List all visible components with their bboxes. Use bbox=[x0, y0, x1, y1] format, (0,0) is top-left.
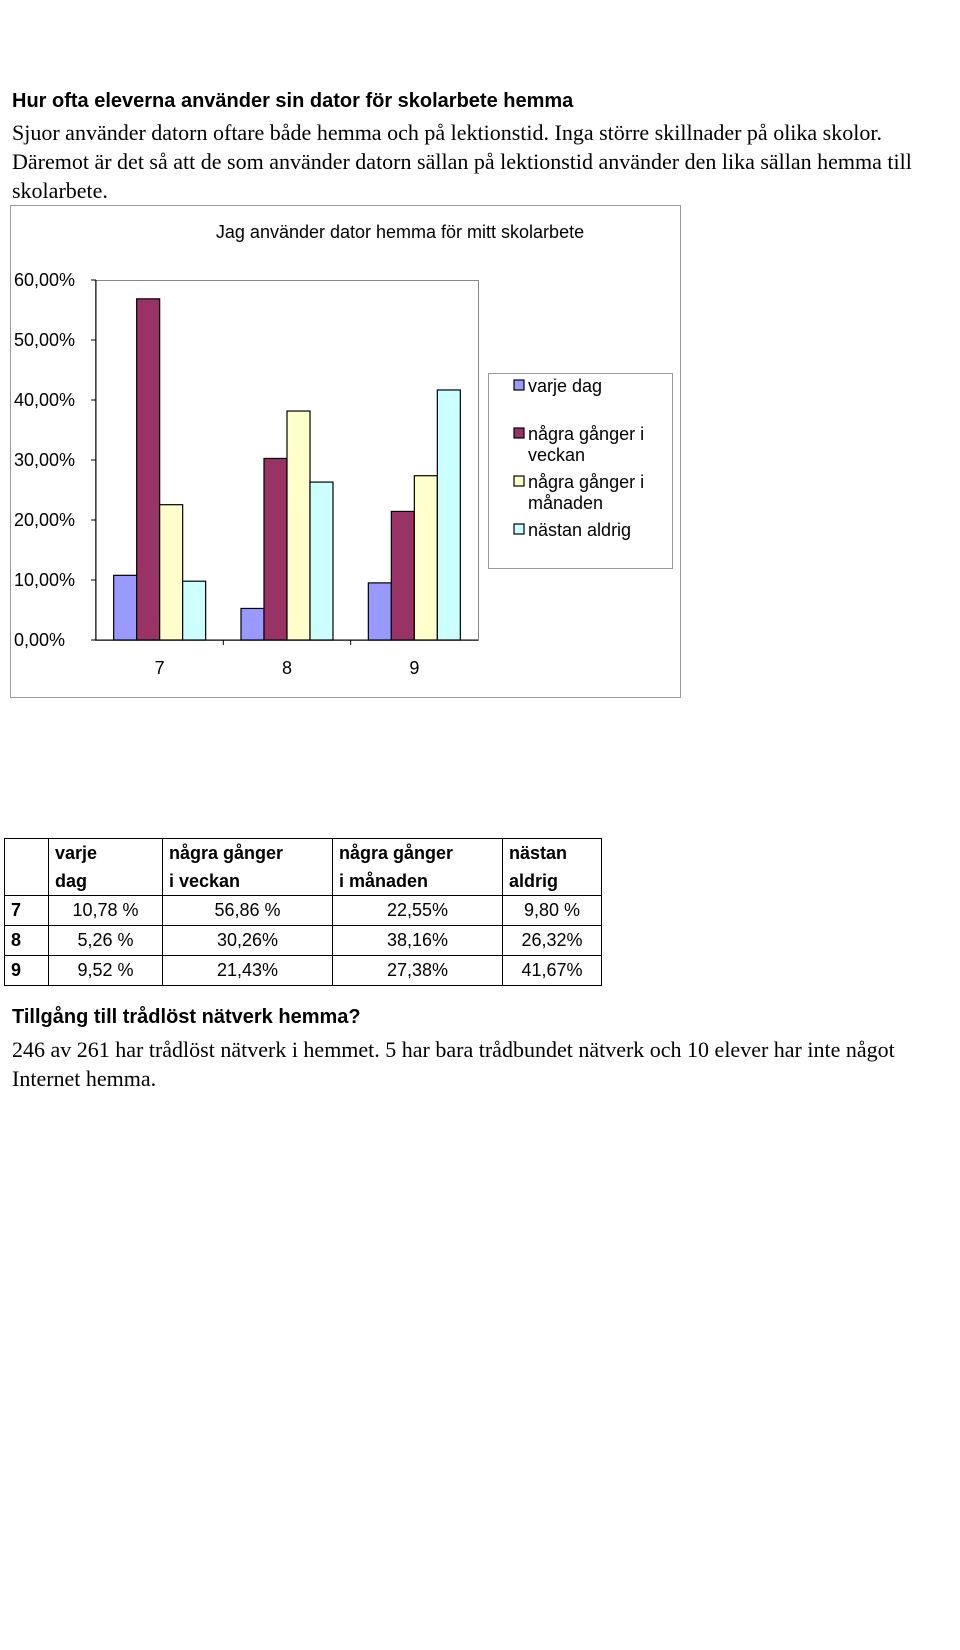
y-tick-label: 30,00% bbox=[14, 450, 76, 470]
table-cell: 38,16% bbox=[333, 926, 503, 956]
legend-label: nästan aldrig bbox=[528, 520, 632, 540]
bar bbox=[287, 411, 310, 640]
table-header-times-month: några gånger i månaden bbox=[333, 839, 503, 896]
table-cell: 10,78 % bbox=[49, 896, 163, 926]
bar bbox=[310, 482, 333, 640]
table-cell: 56,86 % bbox=[163, 896, 333, 926]
legend-label: varje dag bbox=[528, 376, 603, 396]
bar bbox=[241, 608, 264, 640]
legend-swatch bbox=[514, 476, 524, 486]
bar bbox=[391, 511, 414, 640]
bar bbox=[437, 390, 460, 640]
y-tick-label: 40,00% bbox=[14, 390, 76, 410]
table-cell: 9,80 % bbox=[503, 896, 602, 926]
bar bbox=[264, 458, 287, 640]
y-tick-label: 20,00% bbox=[14, 510, 76, 530]
table-cell: 26,32% bbox=[503, 926, 602, 956]
bar bbox=[183, 581, 206, 640]
y-tick-label: 60,00% bbox=[14, 270, 76, 290]
legend-label: några gånger i bbox=[528, 472, 645, 492]
legend-swatch bbox=[514, 380, 524, 390]
legend-label: veckan bbox=[528, 445, 586, 465]
table-cell: 9,52 % bbox=[49, 956, 163, 986]
section-paragraph-computer-usage: Sjuor använder datorn oftare både hemma och på lektionstid. Inga större skillnader på olika skolor. Däremot är det så att de som använder datorn sällan på lektionstid använder den lika sällan hemma till skolarbete. bbox=[12, 120, 912, 203]
x-tick-label: 9 bbox=[409, 658, 420, 678]
table-row-label: 7 bbox=[5, 896, 49, 926]
table-header-times-week: några gånger i veckan bbox=[163, 839, 333, 896]
table-body bbox=[5, 896, 602, 986]
table-row-label: 9 bbox=[5, 956, 49, 986]
x-tick-label: 7 bbox=[154, 658, 165, 678]
bar bbox=[137, 299, 160, 640]
x-tick-label: 8 bbox=[281, 658, 293, 678]
table-row bbox=[5, 926, 602, 956]
section-heading-wireless: Tillgång till trådlöst nätverk hemma? bbox=[12, 1006, 361, 1028]
y-tick-label: 0,00% bbox=[14, 630, 66, 650]
chart-title: Jag använder dator hemma för mitt skolarbete bbox=[215, 222, 585, 242]
results-table bbox=[4, 838, 602, 986]
table-cell: 21,43% bbox=[163, 956, 333, 986]
legend-swatch bbox=[514, 524, 524, 534]
bar bbox=[160, 505, 183, 640]
table-row bbox=[5, 956, 602, 986]
bar bbox=[414, 476, 437, 640]
table-header-row bbox=[5, 839, 602, 896]
table-header-every-day: varje dag bbox=[49, 839, 163, 896]
table-row-label: 8 bbox=[5, 926, 49, 956]
table-header-empty bbox=[5, 839, 49, 896]
table-cell: 22,55% bbox=[333, 896, 503, 926]
legend-swatch bbox=[514, 428, 524, 438]
bar-chart bbox=[0, 205, 700, 705]
table-cell: 30,26% bbox=[163, 926, 333, 956]
legend bbox=[489, 374, 673, 569]
table-cell: 5,26 % bbox=[49, 926, 163, 956]
table-header-almost-never: nästan aldrig bbox=[503, 839, 602, 896]
bar bbox=[114, 575, 137, 640]
legend-label: månaden bbox=[528, 493, 604, 513]
y-tick-label: 50,00% bbox=[14, 330, 76, 350]
table-row bbox=[5, 896, 602, 926]
section-heading-computer-usage: Hur ofta eleverna använder sin dator för skolarbete hemma bbox=[12, 90, 574, 112]
table-cell: 27,38% bbox=[333, 956, 503, 986]
y-tick-label: 10,00% bbox=[14, 570, 76, 590]
legend-label: några gånger i bbox=[528, 424, 645, 444]
section-paragraph-wireless: 246 av 261 har trådlöst nätverk i hemmet. 5 har bara trådbundet nätverk och 10 elever har inte något Internet hemma. bbox=[12, 1037, 895, 1091]
bar bbox=[368, 583, 391, 640]
table-cell: 41,67% bbox=[503, 956, 602, 986]
